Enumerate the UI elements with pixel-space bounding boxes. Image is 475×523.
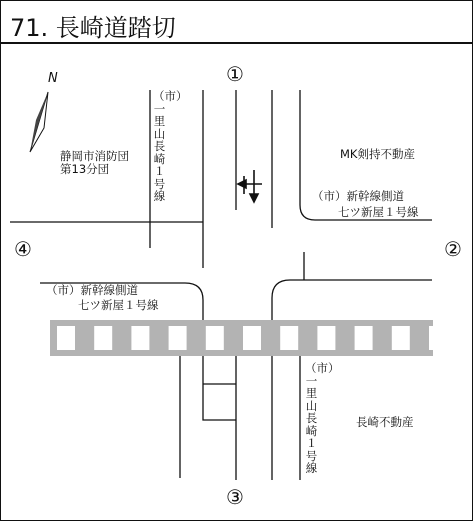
crossing-gap <box>57 326 75 350</box>
mk-real-estate-label: MK剣持不動産 <box>340 147 415 161</box>
approach-number-2: ② <box>444 237 462 261</box>
north-label: N <box>48 71 58 86</box>
approach-number-1: ① <box>226 62 244 86</box>
railway-crossing <box>50 320 447 356</box>
road-label-sw-2: 七ツ新屋１号線 <box>78 298 159 312</box>
traffic-direction-arrows <box>238 170 262 202</box>
nagasaki-real-estate-label: 長崎不動産 <box>356 415 414 429</box>
crossing-gap <box>243 326 261 350</box>
crossing-gap <box>429 326 447 350</box>
road-label-ne-2: 七ツ新屋１号線 <box>338 205 419 219</box>
road-label-nw-vertical: （市）一里山長崎１号線 <box>153 89 188 203</box>
crossing-gap <box>206 326 224 350</box>
road-label-se-vertical: （市）一里山長崎１号線 <box>305 361 340 475</box>
page-title: 71. 長崎道踏切 <box>10 14 176 42</box>
road-east-lower <box>272 280 432 320</box>
fire-brigade-label: 静岡市消防団 第13分団 <box>60 149 129 176</box>
north-arrow-icon <box>30 92 48 152</box>
approach-number-3: ③ <box>226 485 244 509</box>
crossing-gap <box>355 326 373 350</box>
approach-number-4: ④ <box>14 237 32 261</box>
crossing-gap <box>392 326 410 350</box>
road-label-ne-1: （市）新幹線側道 <box>312 189 404 203</box>
crossing-gap <box>169 326 187 350</box>
crossing-gap <box>317 326 335 350</box>
crossing-gap <box>94 326 112 350</box>
crossing-gap <box>131 326 149 350</box>
kerb-sw-inner <box>203 356 236 420</box>
road-label-sw-1: （市）新幹線側道 <box>46 283 138 297</box>
crossing-gap <box>280 326 298 350</box>
